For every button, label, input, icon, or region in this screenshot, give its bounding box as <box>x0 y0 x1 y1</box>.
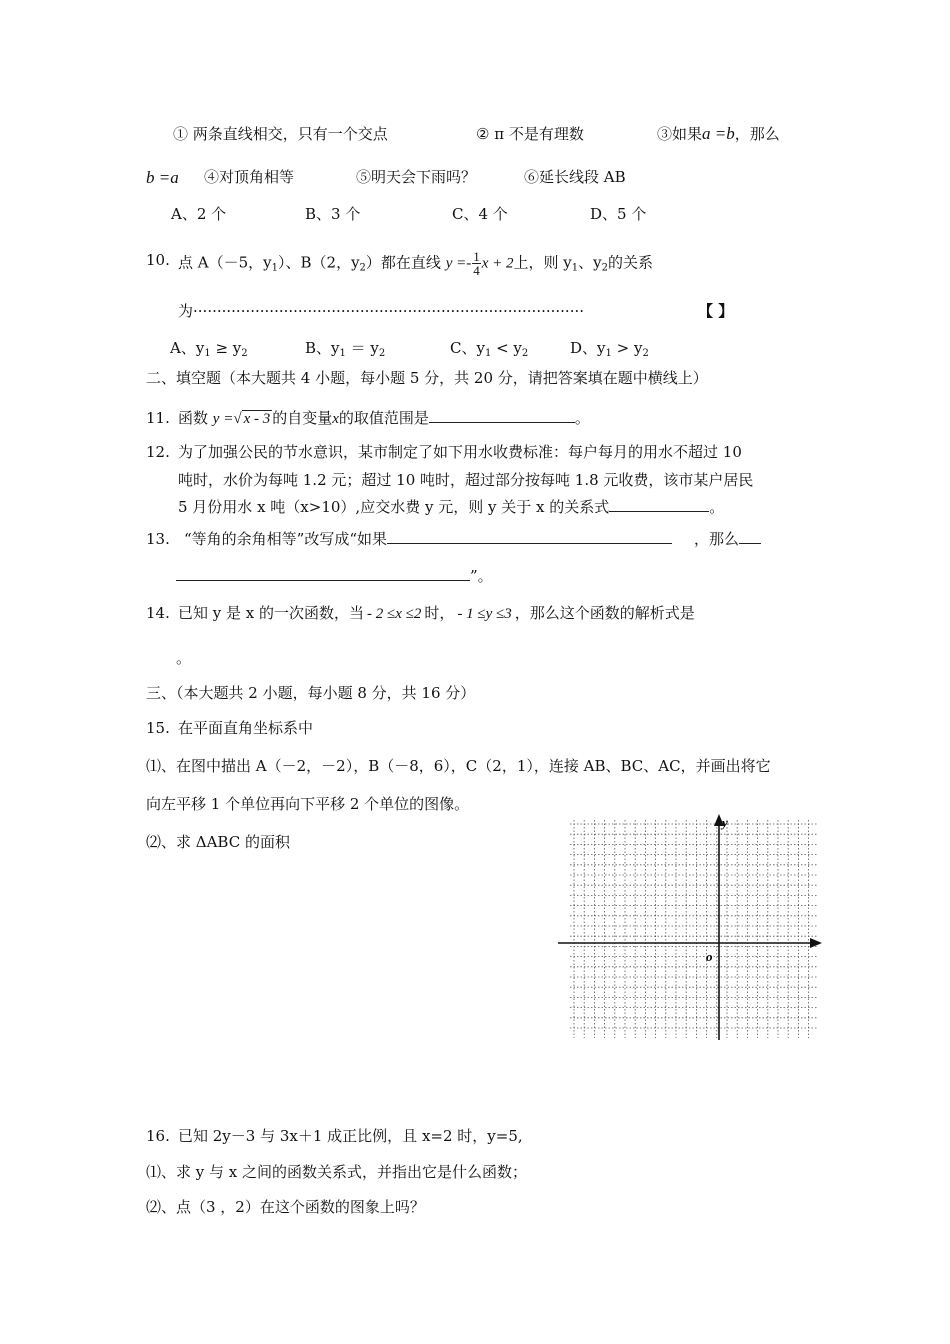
q10-choice-c-sub1: 1 <box>484 348 492 359</box>
q11-radicand: x - 3 <box>243 411 271 427</box>
section-3-title: 三、（本大题共 2 小题，每小题 8 分，共 16 分） <box>146 684 476 702</box>
q14-text-b: 时， <box>424 604 455 622</box>
q14-condition-2: - 1 ≤y ≤3 <box>457 606 512 622</box>
q10-choice-a-sub1: 1 <box>204 348 211 359</box>
q9-choice-c: C、4 个 <box>452 205 508 223</box>
q11-line <box>178 408 590 429</box>
q9-statement-4: ④对顶角相等 <box>204 168 295 186</box>
q11-sqrt: √ x - 3 <box>233 411 271 427</box>
q10-answer-bracket: 【 】 <box>698 302 734 320</box>
q12-number: 12. <box>146 443 170 461</box>
q13-number: 13. <box>146 530 170 548</box>
q10-choice-b-sub1: 1 <box>339 348 346 359</box>
q10-sub-2: 2 <box>359 262 366 274</box>
q10-sub-3: 1 <box>571 262 579 274</box>
q10-sub-1: 1 <box>271 262 278 274</box>
y-axis-label: y <box>722 815 728 830</box>
q10-choice-c-rel: < y <box>491 339 522 357</box>
q10-choice-c <box>450 338 528 364</box>
q16-line-1: 已知 2y－3 与 3x＋1 成正比例，且 x=2 时，y=5, <box>178 1127 523 1145</box>
q14-condition-1: - 2 ≤x ≤2 <box>367 606 422 622</box>
q9-statement-3-math: a =b <box>702 124 735 143</box>
q12-line-1: 为了加强公民的节水意识，某市制定了如下用水收费标准：每户每月的用水不超过 10 <box>178 443 742 461</box>
q13-line-2 <box>176 566 493 586</box>
q13-line-2-end: ”。 <box>470 567 493 585</box>
q9-choice-b: B、3 个 <box>305 205 361 223</box>
q13-line-1 <box>184 529 761 549</box>
q10-text-f: 的关系 <box>608 253 654 272</box>
q10-choice-c-sub2: 2 <box>521 348 529 359</box>
q10-choice-d-rel: > y <box>611 339 643 357</box>
q9-statement-3-cont: b =a <box>146 168 179 187</box>
q13-line-1-a: “等角的余角相等”改写成“如果 <box>184 530 388 548</box>
q15-part-1-line-2: 向左平移 1 个单位再向下平移 2 个单位的图像。 <box>146 795 470 813</box>
q10-frac-den: 4 <box>473 263 480 278</box>
q9-statement-3-prefix: ③如果 <box>657 125 703 143</box>
q10-text-b: ）、B（2，y <box>278 253 360 272</box>
q10-number: 10. <box>146 251 170 269</box>
q10-line-2 <box>178 301 733 321</box>
q10-text-e: 、y <box>578 253 602 272</box>
q13-if-blank[interactable] <box>387 529 672 544</box>
q15-part-1-line-1: ⑴、在图中描出 A（－2，－2），B（－8，6），C（2，1），连接 AB、BC、AC，并画出将它 <box>146 757 771 775</box>
q15-title: 在平面直角坐标系中 <box>178 719 314 737</box>
q14-text-a: 已知 y 是 x 的一次函数，当 <box>178 604 365 622</box>
q11-answer-blank[interactable] <box>429 408 575 423</box>
q9-statement-3 <box>657 124 780 144</box>
q12-line-3-text: 5 月份用水 x 吨（x>10）,应交水费 y 元，则 y 关于 x 的关系式 <box>178 498 610 516</box>
q10-eq-right: x + 2 <box>481 255 514 272</box>
q9-choice-a: A、2 个 <box>171 205 227 223</box>
q10-choice-d-label: D、y <box>570 339 606 357</box>
q10-line-1 <box>178 250 653 279</box>
q15-part-2: ⑵、求 ΔABC 的面积 <box>146 833 290 851</box>
q9-statement-2: ② π 不是有理数 <box>476 125 584 143</box>
q10-eq-left: y =- <box>445 255 472 272</box>
q11-number: 11. <box>146 409 170 427</box>
q10-choice-a-sub2: 2 <box>241 348 248 359</box>
q10-choice-d <box>570 338 649 364</box>
q10-text-a: 点 A（－5，y <box>178 253 272 272</box>
q12-end: 。 <box>709 498 725 516</box>
q10-choice-b-rel: ＝ y <box>345 339 379 357</box>
q9-statement-6: ⑥延长线段 AB <box>524 168 626 186</box>
q10-choice-b-sub2: 2 <box>378 348 386 359</box>
section-2-title: 二、填空题（本大题共 4 小题，每小题 5 分，共 20 分，请把答案填在题中横线上） <box>146 369 708 387</box>
q10-frac-num: 1 <box>473 249 480 264</box>
q15-number: 15. <box>146 719 170 737</box>
q12-line-3 <box>178 497 724 517</box>
q11-post-2: 的取值范围是 <box>338 409 429 427</box>
q11-post: 的自变量 <box>272 409 333 427</box>
q10-text-d: 上，则 y <box>513 253 572 272</box>
q14-line-1 <box>178 603 695 624</box>
q11-end: 。 <box>574 409 590 427</box>
q10-choice-b-label: B、y <box>305 339 340 357</box>
grid-lines <box>570 820 818 1038</box>
q11-eq: y = <box>212 411 234 427</box>
q14-number: 14. <box>146 604 170 622</box>
q10-choice-a <box>170 338 248 364</box>
q16-part-2: ⑵、点（3 ，2）在这个函数的图象上吗？ <box>146 1198 425 1216</box>
q11-pre: 函数 <box>178 409 209 427</box>
q10-choice-a-label: A、y <box>170 339 205 357</box>
q13-line-1-b: ，那么 <box>694 530 740 548</box>
q14-line-2: 。 <box>176 649 192 667</box>
q9-statement-3-suffix: ，那么 <box>734 125 780 143</box>
origin-label: o <box>706 949 713 964</box>
q16-number: 16. <box>146 1127 170 1145</box>
q10-choice-b <box>305 338 385 364</box>
q12-answer-blank[interactable] <box>609 497 709 512</box>
q9-statement-1: ① 两条直线相交，只有一个交点 <box>173 125 388 143</box>
q14-text-c: ，那么这个函数的解析式是 <box>514 604 695 622</box>
q10-choice-c-label: C、y <box>450 339 485 357</box>
q10-text-c: ）都在直线 <box>365 253 441 272</box>
q13-then-blank-start[interactable] <box>739 529 761 544</box>
q10-choice-d-sub2: 2 <box>642 348 649 359</box>
q10-choice-a-rel: ≥ y <box>210 339 242 357</box>
q10-line-2-prefix: 为 <box>178 302 194 320</box>
q12-line-2: 吨时，水价为每吨 1.2 元；超过 10 吨时，超过部分按每吨 1.8 元收费，该市某户居民 <box>178 471 754 489</box>
q9-choice-d: D、5 个 <box>590 205 647 223</box>
q10-choice-d-sub1: 1 <box>605 348 612 359</box>
q10-leader-dots: ·················································································· <box>193 302 584 320</box>
q16-part-1: ⑴、求 y 与 x 之间的函数关系式，并指出它是什么函数； <box>146 1163 528 1181</box>
coordinate-grid[interactable] <box>556 812 826 1044</box>
q11-var: x <box>332 411 339 427</box>
q10-sub-4: 2 <box>601 262 609 274</box>
q9-statement-5: ⑤明天会下雨吗？ <box>356 168 477 186</box>
q10-fraction <box>472 250 481 277</box>
q13-then-blank[interactable] <box>176 566 470 581</box>
